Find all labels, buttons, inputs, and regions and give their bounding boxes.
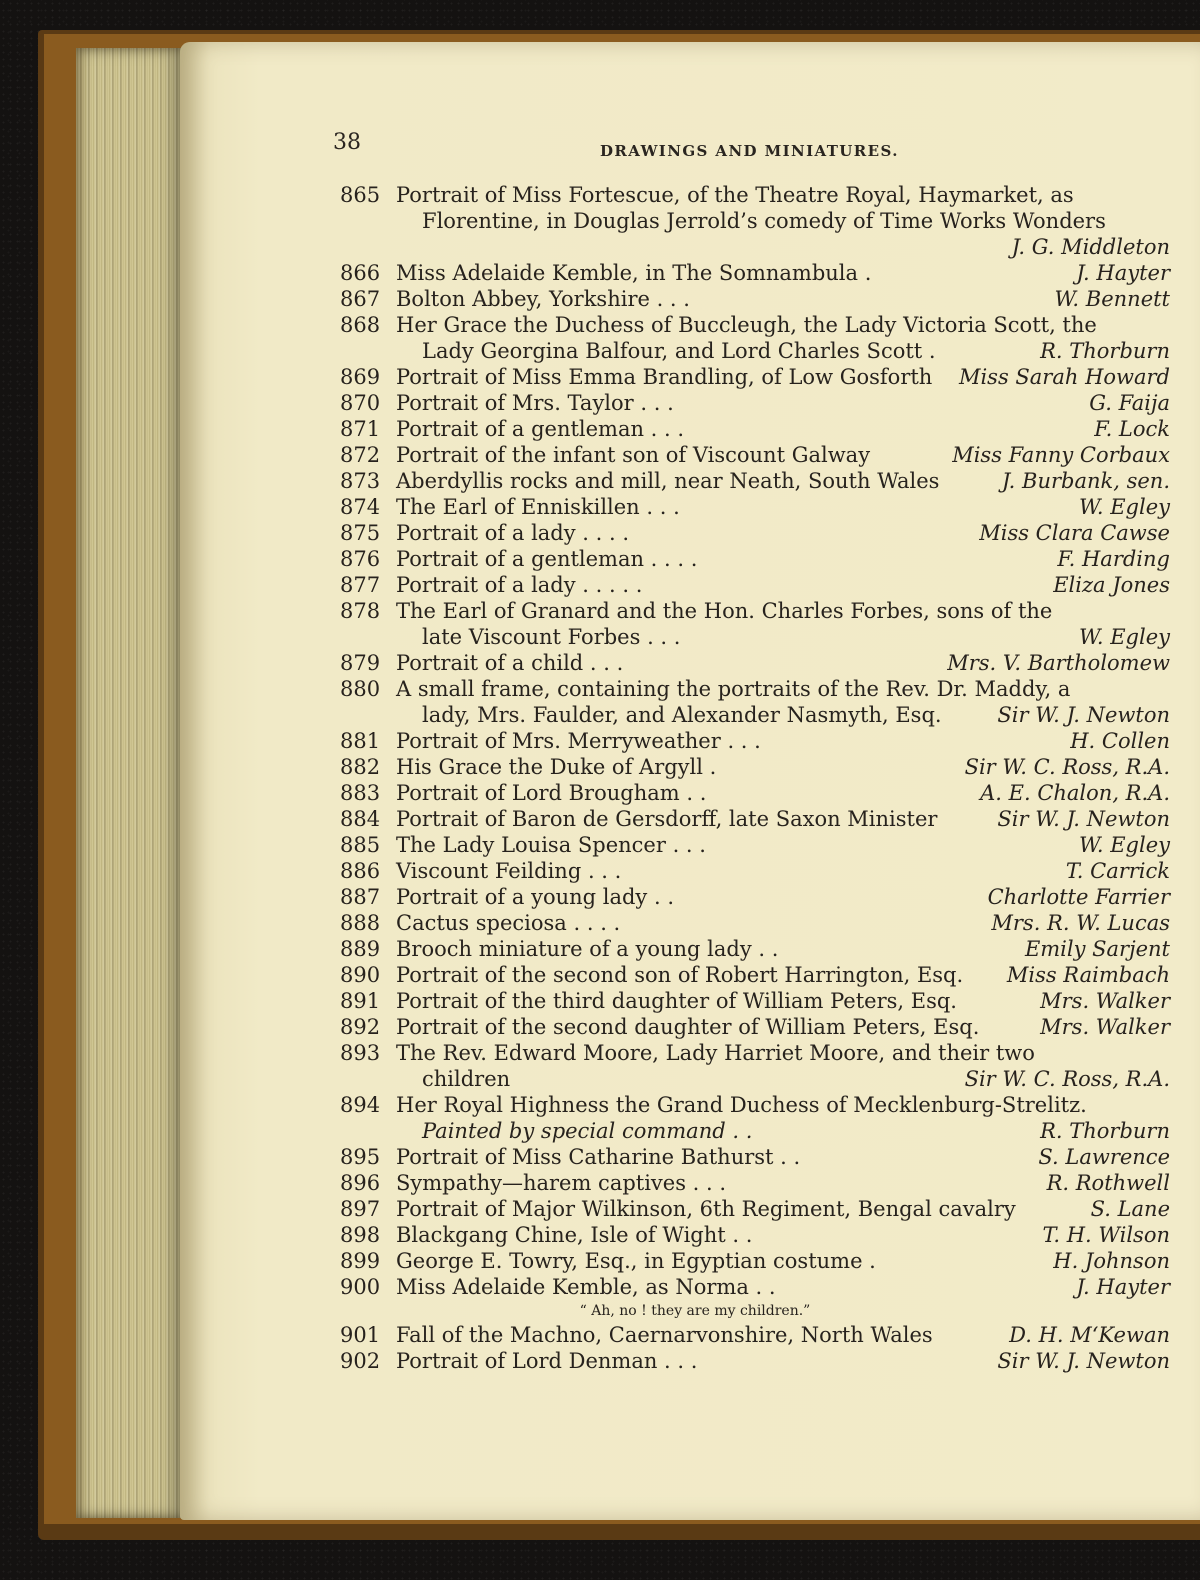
entry-title: The Earl of Granard and the Hon. Charles Forbes, sons of the	[396, 599, 1053, 623]
entry-number: 886	[340, 859, 381, 883]
entry-number: 871	[340, 417, 381, 441]
entry-number: 878	[340, 599, 381, 623]
entry-number: 876	[340, 547, 381, 571]
entry-title: Portrait of a gentleman . . .	[396, 417, 685, 441]
entry-artist: J. Burbank, sen.	[1001, 469, 1170, 493]
entry-title: Brooch miniature of a young lady . .	[396, 937, 779, 961]
entry-artist: Sir W. J. Newton	[997, 807, 1170, 831]
entry-artist: Sir W. C. Ross, R.A.	[964, 755, 1170, 779]
entry-artist: Mrs. Walker	[1040, 1015, 1170, 1039]
entry-title: Portrait of Lord Brougham . .	[396, 781, 707, 805]
entry-number: 867	[340, 287, 381, 311]
entry-number: 901	[340, 1323, 381, 1347]
catalogue-entries	[340, 182, 1170, 1374]
catalogue-entry	[340, 1248, 1170, 1274]
entry-title: Portrait of Miss Catharine Bathurst . .	[396, 1145, 801, 1169]
entry-title: The Lady Louisa Spencer . . .	[396, 833, 706, 857]
catalogue-entry	[340, 1170, 1170, 1196]
catalogue-entry	[340, 858, 1170, 884]
entry-line	[340, 234, 1170, 260]
entry-line	[340, 260, 1170, 286]
entry-artist: Sir W. J. Newton	[997, 703, 1170, 727]
entry-title: Her Royal Highness the Grand Duchess of Mecklenburg-Strelitz.	[396, 1093, 1087, 1117]
entry-line	[340, 208, 1170, 234]
entry-artist: A. E. Chalon, R.A.	[980, 781, 1170, 805]
entry-title: Portrait of Baron de Gersdorff, late Saxon Minister	[396, 807, 938, 831]
catalogue-entry	[340, 1144, 1170, 1170]
entry-line	[340, 1274, 1170, 1300]
catalogue-entry	[340, 884, 1170, 910]
entry-title: Portrait of the infant son of Viscount Galway	[396, 443, 871, 467]
entry-title: Viscount Feilding . . .	[396, 859, 622, 883]
entry-artist: R. Rothwell	[1046, 1171, 1170, 1195]
entry-line	[340, 520, 1170, 546]
catalogue-entry	[340, 260, 1170, 286]
entry-number: 881	[340, 729, 381, 753]
entry-line	[340, 754, 1170, 780]
entry-title: Portrait of the second daughter of William Peters, Esq.	[396, 1015, 980, 1039]
catalogue-entry	[340, 286, 1170, 312]
catalogue-entry	[340, 1014, 1170, 1040]
entry-number: 866	[340, 261, 381, 285]
running-head: DRAWINGS AND MINIATURES.	[600, 142, 899, 160]
entry-line	[340, 1348, 1170, 1374]
entry-title: Portrait of a lady . . . . .	[396, 573, 643, 597]
catalogue-entry	[340, 936, 1170, 962]
entry-line	[340, 338, 1170, 364]
entry-number: 889	[340, 937, 381, 961]
catalogue-entry	[340, 806, 1170, 832]
entry-line	[340, 468, 1170, 494]
entry-number: 869	[340, 365, 381, 389]
entry-title: His Grace the Duke of Argyll .	[396, 755, 717, 779]
entry-artist: W. Egley	[1078, 495, 1170, 519]
entry-line	[340, 1144, 1170, 1170]
catalogue-entry	[340, 1040, 1170, 1092]
catalogue-entry	[340, 390, 1170, 416]
entry-number: 877	[340, 573, 381, 597]
catalogue-entry	[340, 676, 1170, 728]
entry-line	[340, 1066, 1170, 1092]
catalogue-entry	[340, 468, 1170, 494]
entry-line	[340, 728, 1170, 754]
entry-line	[340, 702, 1170, 728]
entry-line	[340, 364, 1170, 390]
catalogue-entry	[340, 520, 1170, 546]
entry-line	[340, 416, 1170, 442]
entry-artist: T. Carrick	[1065, 859, 1170, 883]
catalogue-entry	[340, 754, 1170, 780]
entry-artist: Mrs. Walker	[1040, 989, 1170, 1013]
catalogue-entry	[340, 1196, 1170, 1222]
entry-artist: D. H. M‘Kewan	[1009, 1323, 1170, 1347]
entry-artist: T. H. Wilson	[1042, 1223, 1170, 1247]
entry-artist: H. Johnson	[1053, 1249, 1170, 1273]
entry-artist: Sir W. C. Ross, R.A.	[964, 1067, 1170, 1091]
entry-title-continuation: Lady Georgina Balfour, and Lord Charles Scott .	[422, 339, 936, 363]
entry-title: Portrait of Miss Emma Brandling, of Low Gosforth	[396, 365, 933, 389]
entry-title: Portrait of Mrs. Merryweather . . .	[396, 729, 761, 753]
catalogue-entry	[340, 182, 1170, 260]
entry-title: Miss Adelaide Kemble, as Norma . .	[396, 1275, 776, 1299]
entry-artist: Charlotte Farrier	[987, 885, 1170, 909]
catalogue-entry	[340, 1274, 1170, 1322]
entry-title: Aberdyllis rocks and mill, near Neath, South Wales	[396, 469, 940, 493]
catalogue-entry	[340, 988, 1170, 1014]
entry-number: 899	[340, 1249, 381, 1273]
entry-number: 870	[340, 391, 381, 415]
catalogue-entry	[340, 1322, 1170, 1348]
entry-line	[340, 546, 1170, 572]
entry-line	[340, 1118, 1170, 1144]
entry-line	[340, 494, 1170, 520]
entry-title-continuation: Florentine, in Douglas Jerrold’s comedy of Time Works Wonders	[422, 209, 1106, 233]
entry-number: 887	[340, 885, 381, 909]
catalogue-entry	[340, 494, 1170, 520]
entry-title-continuation: late Viscount Forbes . . .	[422, 625, 681, 649]
entry-number: 883	[340, 781, 381, 805]
catalogue-entry	[340, 546, 1170, 572]
catalogue-entry	[340, 728, 1170, 754]
entry-title: Portrait of a child . . .	[396, 651, 624, 675]
entry-line	[340, 312, 1170, 338]
entry-line	[340, 1014, 1170, 1040]
entry-artist: Miss Raimbach	[1006, 963, 1170, 987]
entry-number: 895	[340, 1145, 381, 1169]
entry-number: 891	[340, 989, 381, 1013]
catalogue-entry	[340, 312, 1170, 364]
entry-artist: S. Lane	[1090, 1197, 1170, 1221]
entry-artist: W. Egley	[1078, 833, 1170, 857]
entry-artist: S. Lawrence	[1038, 1145, 1170, 1169]
catalogue-entry	[340, 1092, 1170, 1144]
catalogue-entry	[340, 1348, 1170, 1374]
entry-title-continuation: Painted by special command . .	[422, 1119, 753, 1143]
entry-artist: J. G. Middleton	[1011, 235, 1170, 259]
entry-number: 898	[340, 1223, 381, 1247]
entry-line	[340, 1196, 1170, 1222]
entry-line	[340, 390, 1170, 416]
entry-number: 896	[340, 1171, 381, 1195]
entry-number: 888	[340, 911, 381, 935]
entry-line	[340, 676, 1170, 702]
entry-title: Portrait of the second son of Robert Harrington, Esq.	[396, 963, 964, 987]
entry-artist: H. Collen	[1070, 729, 1170, 753]
entry-artist: F. Harding	[1057, 547, 1170, 571]
entry-title: Portrait of the third daughter of William Peters, Esq.	[396, 989, 957, 1013]
entry-artist: Miss Clara Cawse	[979, 521, 1170, 545]
catalogue-entry	[340, 442, 1170, 468]
entry-number: 875	[340, 521, 381, 545]
entry-title-continuation: lady, Mrs. Faulder, and Alexander Nasmyth, Esq.	[422, 703, 942, 727]
entry-title: Portrait of a lady . . . .	[396, 521, 630, 545]
entry-number: 897	[340, 1197, 381, 1221]
entry-artist: Emily Sarjent	[1024, 937, 1170, 961]
entry-line	[340, 182, 1170, 208]
entry-artist: F. Lock	[1094, 417, 1170, 441]
entry-line	[340, 598, 1170, 624]
entry-line	[340, 910, 1170, 936]
entry-artist: Eliza Jones	[1053, 573, 1170, 597]
entry-number: 874	[340, 495, 381, 519]
entry-line	[340, 936, 1170, 962]
entry-title: George E. Towry, Esq., in Egyptian costume .	[396, 1249, 876, 1273]
entry-number: 902	[340, 1349, 381, 1373]
entry-artist: Sir W. J. Newton	[997, 1349, 1170, 1373]
entry-title: A small frame, containing the portraits of the Rev. Dr. Maddy, a	[396, 677, 1071, 701]
entry-number: 885	[340, 833, 381, 857]
entry-line	[340, 806, 1170, 832]
entry-quote: “ Ah, no ! they are my children.”	[579, 1303, 811, 1319]
entry-title: Portrait of a gentleman . . . .	[396, 547, 698, 571]
entry-title: Fall of the Machno, Caernarvonshire, North Wales	[396, 1323, 933, 1347]
entry-number: 868	[340, 313, 381, 337]
catalogue-entry	[340, 1222, 1170, 1248]
entry-title: Her Grace the Duchess of Buccleugh, the Lady Victoria Scott, the	[396, 313, 1097, 337]
entry-line	[340, 962, 1170, 988]
catalogue-entry	[340, 416, 1170, 442]
entry-line	[340, 884, 1170, 910]
entry-line	[340, 1040, 1170, 1066]
entry-line	[340, 858, 1170, 884]
entry-number: 884	[340, 807, 381, 831]
entry-title: Sympathy—harem captives . . .	[396, 1171, 727, 1195]
entry-number: 890	[340, 963, 381, 987]
entry-number: 893	[340, 1041, 381, 1065]
entry-artist: Miss Sarah Howard	[958, 365, 1170, 389]
entry-title: Cactus speciosa . . . .	[396, 911, 621, 935]
entry-artist: G. Faija	[1089, 391, 1170, 415]
catalogue-entry	[340, 364, 1170, 390]
entry-title: Blackgang Chine, Isle of Wight . .	[396, 1223, 753, 1247]
entry-artist: R. Thorburn	[1040, 339, 1170, 363]
entry-artist: Miss Fanny Corbaux	[952, 443, 1170, 467]
catalogue-entry	[340, 572, 1170, 598]
entry-line	[340, 1222, 1170, 1248]
entry-number: 880	[340, 677, 381, 701]
entry-artist: R. Thorburn	[1040, 1119, 1170, 1143]
catalogue-entry	[340, 780, 1170, 806]
entry-line	[340, 1248, 1170, 1274]
entry-line	[340, 1092, 1170, 1118]
catalogue-entry	[340, 910, 1170, 936]
entry-number: 872	[340, 443, 381, 467]
entry-number: 882	[340, 755, 381, 779]
entry-line	[340, 988, 1170, 1014]
entry-artist: W. Egley	[1078, 625, 1170, 649]
entry-artist: J. Hayter	[1076, 261, 1170, 285]
entry-number: 865	[340, 183, 381, 207]
entry-title-continuation: children	[422, 1067, 511, 1091]
entry-number: 892	[340, 1015, 381, 1039]
entry-line	[340, 1322, 1170, 1348]
entry-title: Portrait of Lord Denman . . .	[396, 1349, 698, 1373]
entry-line	[340, 286, 1170, 312]
entry-number: 900	[340, 1275, 381, 1299]
entry-title: Portrait of Miss Fortescue, of the Theatre Royal, Haymarket, as	[396, 183, 1074, 207]
entry-line	[340, 1170, 1170, 1196]
catalogue-entry	[340, 650, 1170, 676]
entry-line	[340, 624, 1170, 650]
entry-artist: Mrs. R. W. Lucas	[991, 911, 1170, 935]
entry-title: The Earl of Enniskillen . . .	[396, 495, 680, 519]
entry-title: Miss Adelaide Kemble, in The Somnambula .	[396, 261, 872, 285]
entry-artist: Mrs. V. Bartholomew	[947, 651, 1170, 675]
entry-title: Portrait of a young lady . .	[396, 885, 674, 909]
entry-title: Bolton Abbey, Yorkshire . . .	[396, 287, 690, 311]
entry-title: The Rev. Edward Moore, Lady Harriet Moore, and their two	[396, 1041, 1035, 1065]
page-number: 38	[333, 130, 361, 155]
entry-number: 894	[340, 1093, 381, 1117]
entry-number: 879	[340, 651, 381, 675]
catalogue-entry	[340, 962, 1170, 988]
catalogue-entry	[340, 598, 1170, 650]
entry-title: Portrait of Major Wilkinson, 6th Regiment, Bengal cavalry	[396, 1197, 1016, 1221]
entry-title: Portrait of Mrs. Taylor . . .	[396, 391, 674, 415]
entry-line	[340, 572, 1170, 598]
entry-artist: J. Hayter	[1076, 1275, 1170, 1299]
catalogue-entry	[340, 832, 1170, 858]
page-edges	[76, 48, 184, 1518]
entry-line	[340, 650, 1170, 676]
entry-line	[340, 442, 1170, 468]
entry-number: 873	[340, 469, 381, 493]
entry-artist: W. Bennett	[1054, 287, 1170, 311]
entry-line	[340, 780, 1170, 806]
entry-line	[340, 832, 1170, 858]
